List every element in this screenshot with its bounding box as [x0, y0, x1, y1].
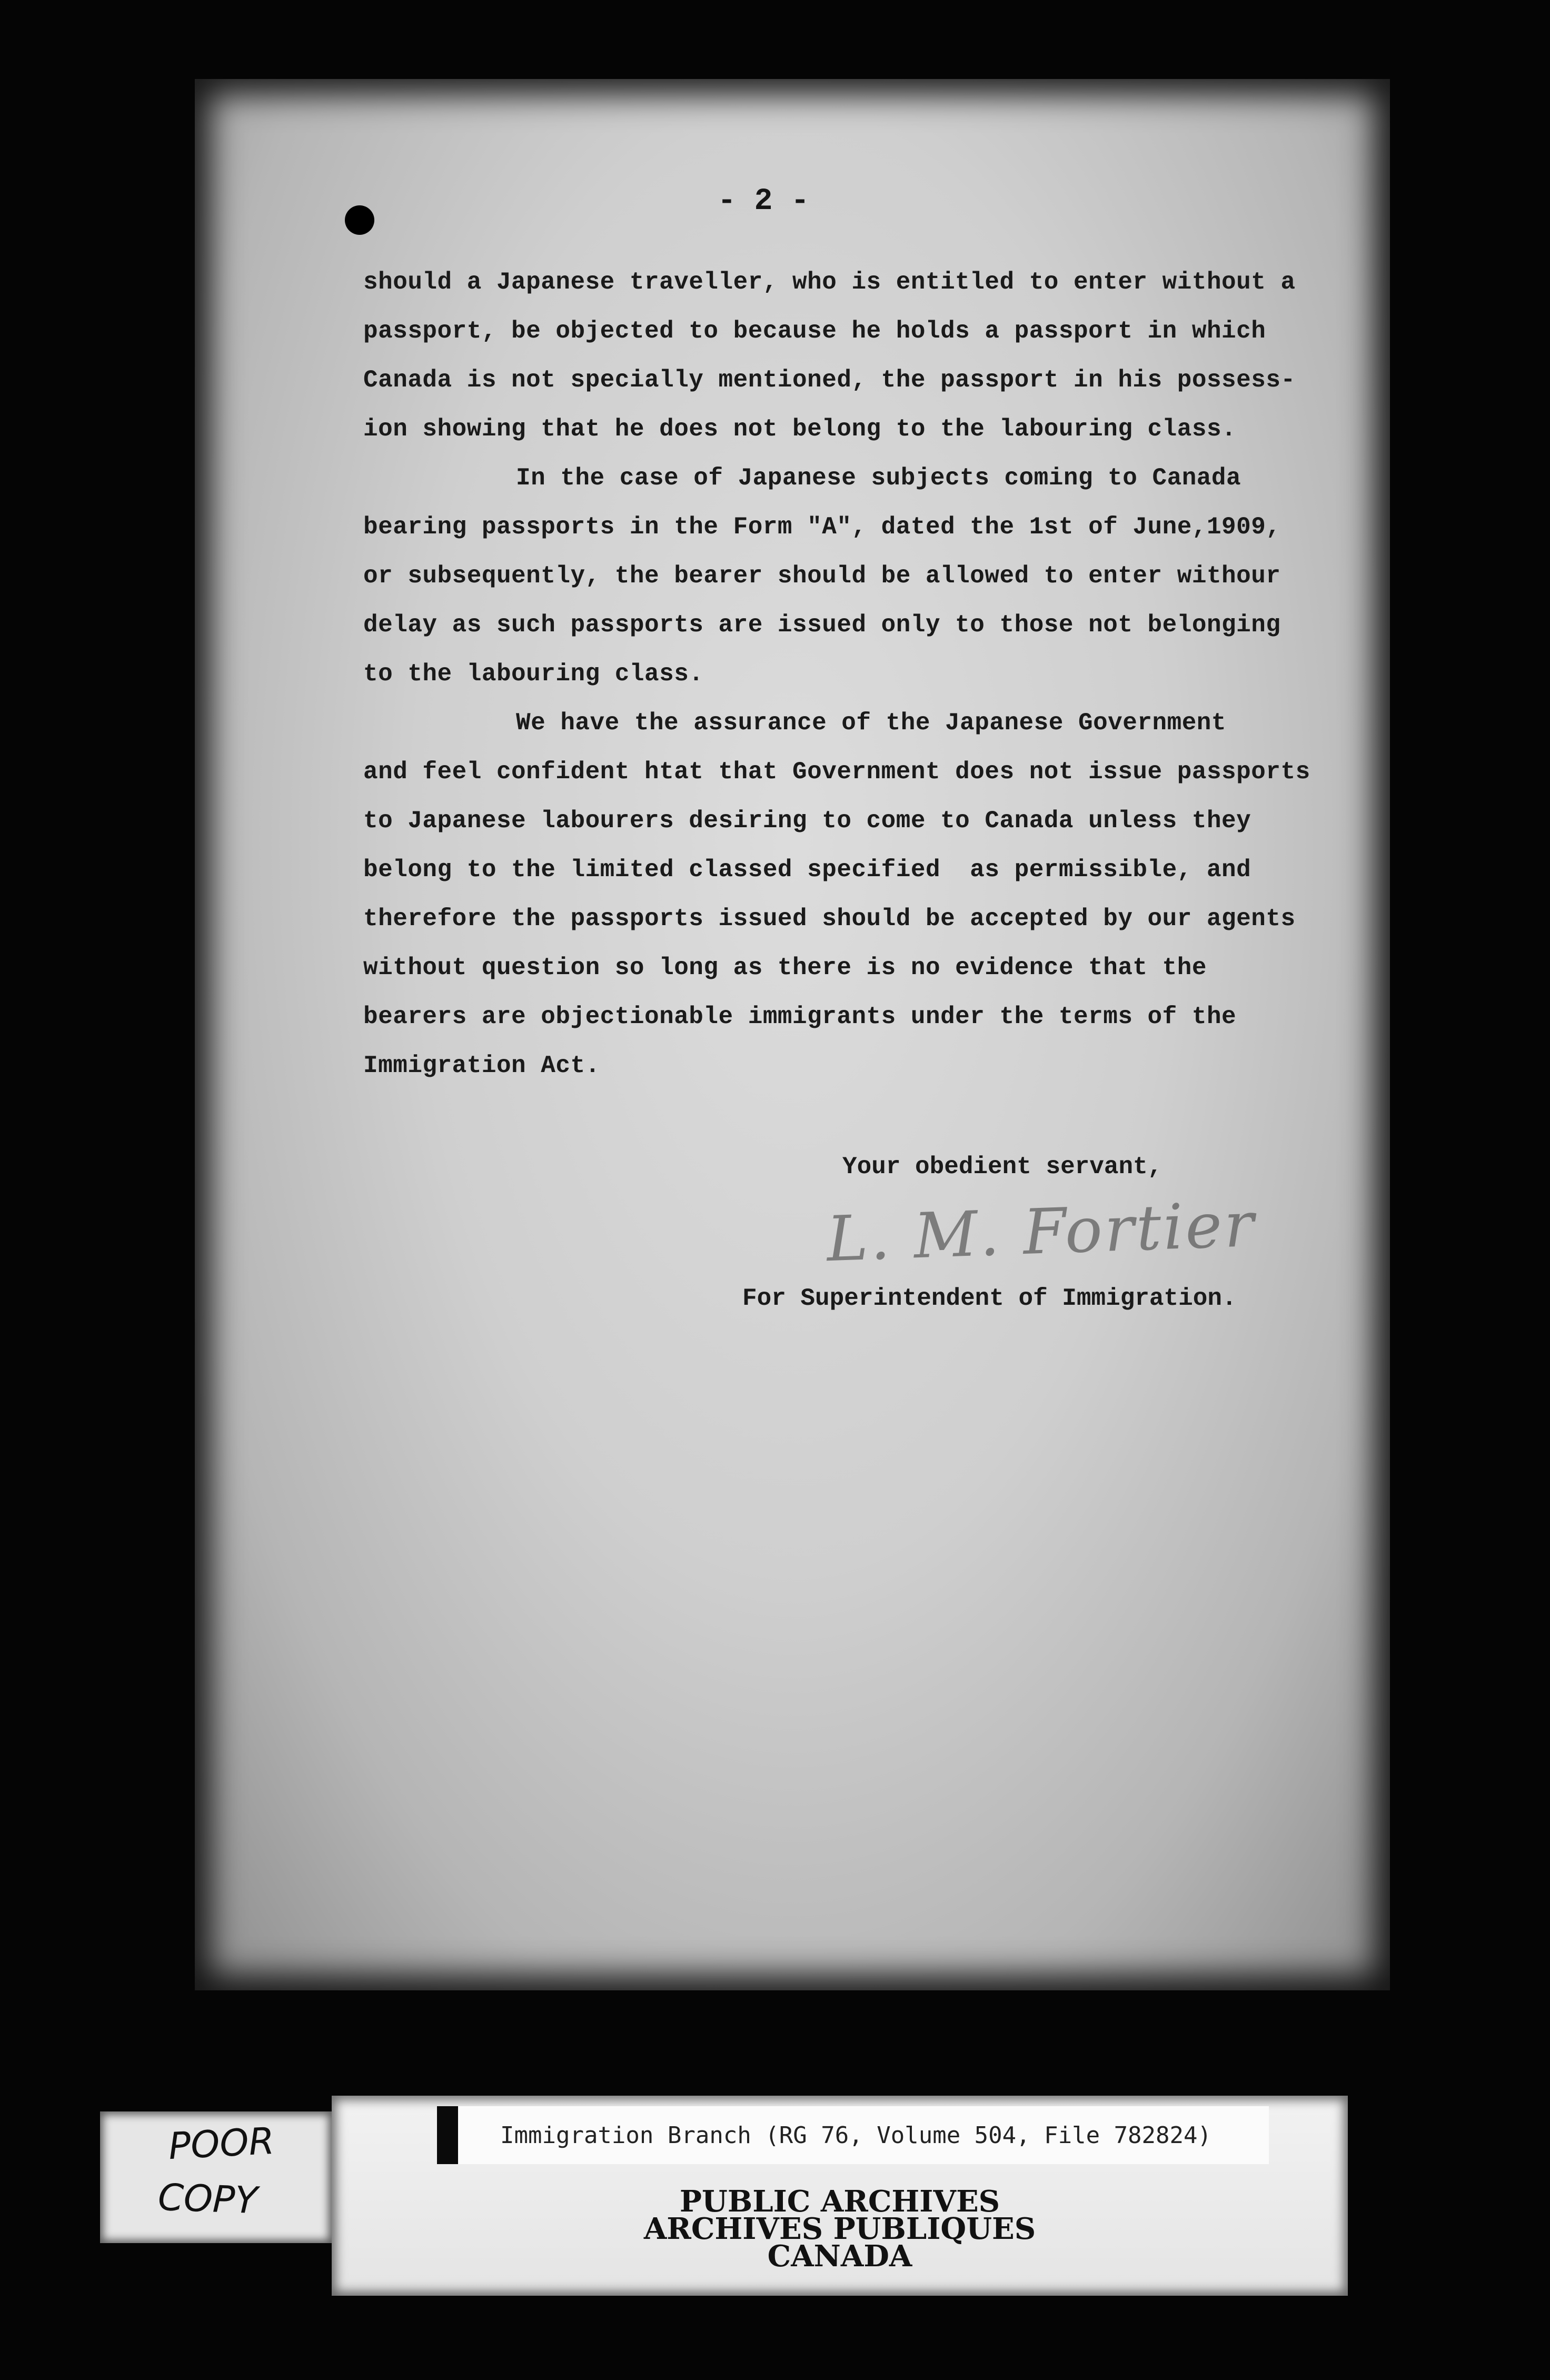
body-line: or subsequently, the bearer should be allowed to enter withour	[363, 562, 1281, 590]
body-line: should a Japanese traveller, who is entitled to enter without a	[363, 269, 1296, 296]
archive-reference: Immigration Branch (RG 76, Volume 504, File 782824)	[500, 2122, 1212, 2149]
body-line: to the labouring class.	[363, 660, 704, 688]
reference-box	[437, 2106, 1269, 2164]
page-number: - 2 -	[717, 184, 810, 219]
body-line: In the case of Japanese subjects coming to Canada	[516, 464, 1241, 492]
body-line: ion showing that he does not belong to the labouring class.	[363, 415, 1237, 443]
letter-body	[363, 258, 1364, 1090]
punch-hole	[345, 205, 374, 235]
body-line: We have the assurance of the Japanese Government	[516, 709, 1227, 737]
archive-name-en: PUBLIC ARCHIVES	[679, 2184, 1000, 2219]
body-line: to Japanese labourers desiring to come to Canada unless they	[363, 807, 1251, 835]
signatory-title: For Superintendent of Immigration.	[742, 1285, 1237, 1312]
body-line: Immigration Act.	[363, 1052, 600, 1079]
body-line: bearing passports in the Form "A", dated the 1st of June,1909,	[363, 513, 1281, 541]
archive-name-fr: ARCHIVES PUBLIQUES	[643, 2212, 1036, 2246]
body-line: and feel confident htat that Government does not issue passports	[363, 758, 1310, 786]
body-line: delay as such passports are issued only to those not belonging	[363, 611, 1281, 639]
body-line: therefore the passports issued should be accepted by our agents	[363, 905, 1296, 933]
closing-salutation: Your obedient servant,	[842, 1153, 1162, 1181]
document-page	[195, 79, 1390, 1990]
archive-label	[332, 2096, 1348, 2296]
body-line: belong to the limited classed specified as permissible, and	[363, 856, 1251, 884]
body-line: Canada is not specially mentioned, the passport in his possess-	[363, 366, 1296, 394]
archive-country: CANADA	[767, 2239, 912, 2274]
body-line: without question so long as there is no evidence that the	[363, 954, 1207, 981]
body-line: bearers are objectionable immigrants under the terms of the	[363, 1003, 1237, 1030]
poor-copy-line: COPY	[157, 2175, 259, 2223]
poor-copy-line: POOR	[167, 2119, 276, 2168]
poor-copy-note	[100, 2111, 332, 2243]
handwritten-signature: L. M. Fortier	[825, 1187, 1257, 1276]
body-line: passport, be objected to because he holds a passport in which	[363, 318, 1266, 345]
